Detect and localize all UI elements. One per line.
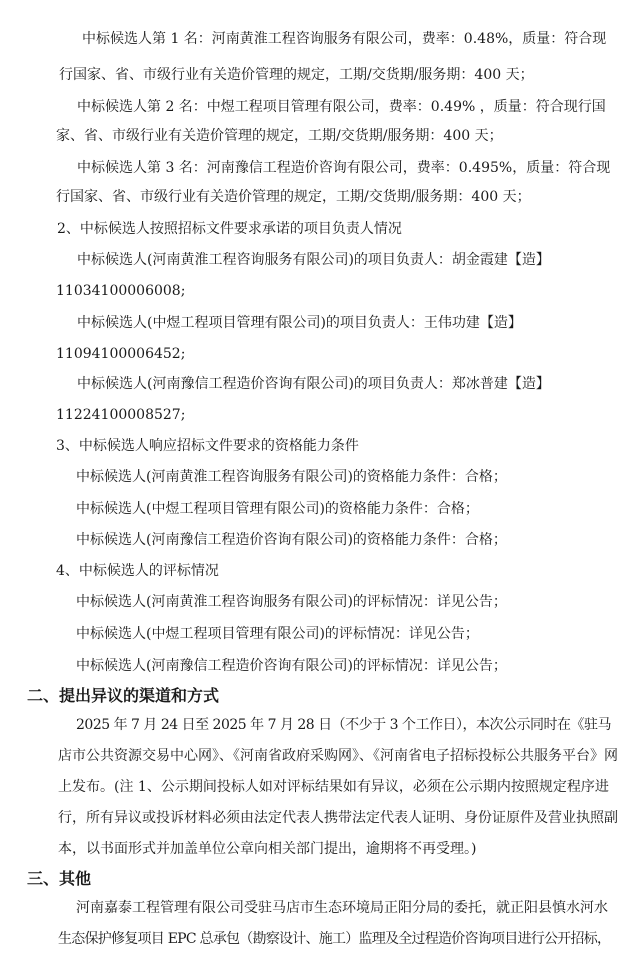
objection-line-3: 上发布。(注 1、公示期间投标人如对评标结果如有异议，必须在公示期内按照规定程序进 — [58, 779, 609, 795]
section-2-title: 2、中标候选人按照招标文件要求承诺的项目负责人情况 — [57, 221, 402, 237]
objection-line-1: 2025 年 7 月 24 日至 2025 年 7 月 28 日（不少于 3 个工作日），本次公示同时在《驻马 — [76, 717, 611, 733]
leader-2-line-1: 中标候选人(中煜工程项目管理有限公司)的项目负责人：王伟功建【造】 — [77, 315, 522, 331]
evaluation-1: 中标候选人(河南黄淮工程咨询服务有限公司)的评标情况：详见公告； — [76, 594, 507, 610]
leader-1-line-2: 11034100006008; — [56, 283, 186, 299]
evaluation-3: 中标候选人(河南豫信工程造价咨询有限公司)的评标情况：详见公告； — [76, 658, 507, 674]
qualification-3: 中标候选人(河南豫信工程造价咨询有限公司)的资格能力条件：合格； — [76, 532, 507, 548]
other-line-1: 河南嘉泰工程管理有限公司受驻马店市生态环境局正阳分局的委托，就正阳县慎水河水 — [76, 900, 608, 916]
objection-line-2: 店市公共资源交易中心网》、《河南省政府采购网》、《河南省电子招标投标公共服务平台》网 — [58, 748, 618, 764]
heading-other: 三、其他 — [27, 869, 92, 888]
leader-1-line-1: 中标候选人(河南黄淮工程咨询服务有限公司)的项目负责人：胡金霞建【造】 — [77, 252, 550, 268]
candidate-1-line-2: 行国家、省、市级行业有关造价管理的规定，工期/交货期/服务期：400 天； — [59, 67, 534, 83]
objection-line-4: 行，所有异议或投诉材料必须由法定代表人携带法定代表人证明、身份证原件及营业执照副 — [58, 810, 618, 826]
evaluation-2: 中标候选人(中煜工程项目管理有限公司)的评标情况：详见公告； — [76, 626, 479, 642]
leader-2-line-2: 11094100006452; — [56, 346, 186, 362]
section-3-title: 3、中标候选人响应招标文件要求的资格能力条件 — [56, 438, 359, 454]
candidate-3-line-1: 中标候选人第 3 名：河南豫信工程造价咨询有限公司，费率：0.495%，质量：符合现 — [77, 160, 611, 176]
candidate-3-line-2: 行国家、省、市级行业有关造价管理的规定，工期/交货期/服务期：400 天； — [56, 189, 531, 205]
candidate-2-line-1: 中标候选人第 2 名：中煜工程项目管理有限公司，费率：0.49% ，质量：符合现行国 — [77, 99, 606, 115]
section-4-title: 4、中标候选人的评标情况 — [56, 563, 219, 579]
leader-3-line-1: 中标候选人(河南豫信工程造价咨询有限公司)的项目负责人：郑冰普建【造】 — [77, 376, 550, 392]
qualification-2: 中标候选人(中煜工程项目管理有限公司)的资格能力条件：合格； — [76, 501, 479, 517]
candidate-1-line-1: 中标候选人第 1 名：河南黄淮工程咨询服务有限公司，费率：0.48%，质量：符合现 — [82, 31, 607, 47]
candidate-2-line-2: 家、省、市级行业有关造价管理的规定，工期/交货期/服务期：400 天； — [56, 128, 503, 144]
leader-3-line-2: 11224100008527; — [56, 407, 186, 423]
heading-objection: 二、提出异议的渠道和方式 — [27, 686, 220, 705]
objection-line-5: 本，以书面形式并加盖单位公章向相关部门提出，逾期将不再受理。) — [58, 841, 477, 857]
qualification-1: 中标候选人(河南黄淮工程咨询服务有限公司)的资格能力条件：合格； — [76, 469, 507, 485]
other-line-2: 生态保护修复项目 EPC 总承包（勘察设计、施工）监理及全过程造价咨询项目进行公开招标， — [58, 931, 611, 947]
